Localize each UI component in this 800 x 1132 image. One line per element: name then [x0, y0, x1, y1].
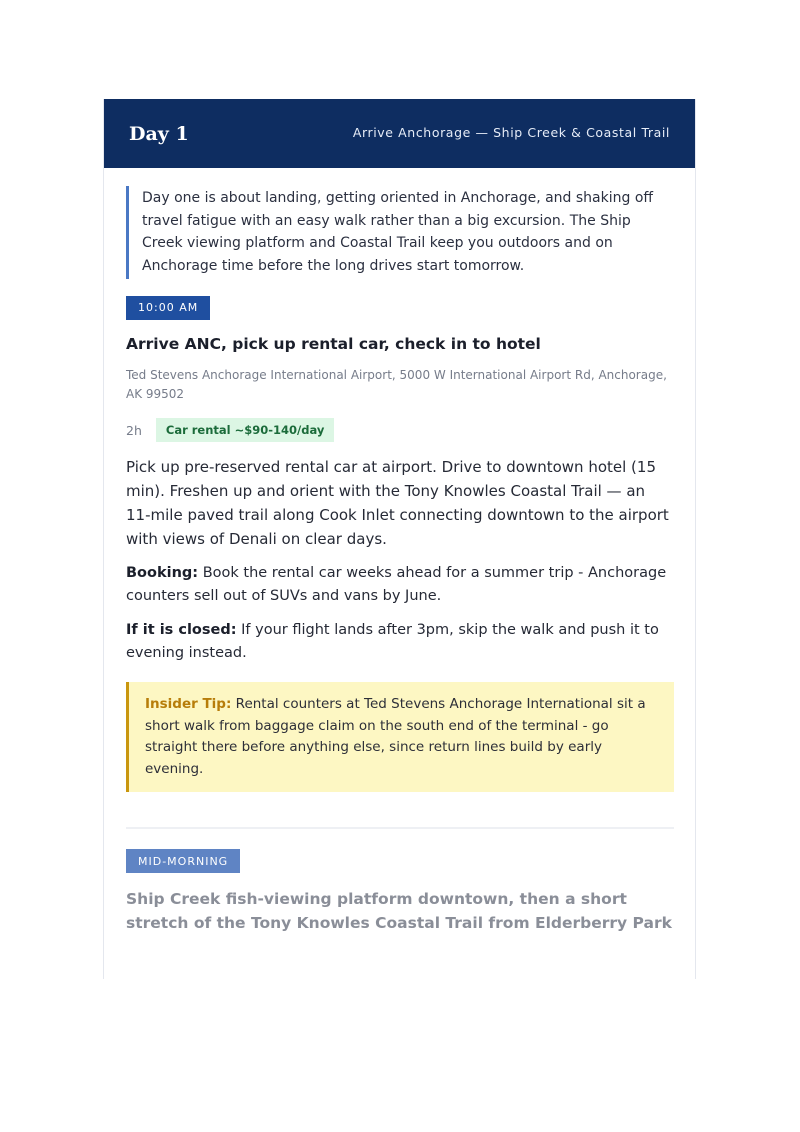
tip-label: Insider Tip:	[145, 696, 232, 713]
time-badge: MID-MORNING	[126, 849, 240, 873]
day-card	[103, 99, 696, 979]
activity	[126, 829, 674, 935]
booking-text: Book the rental car weeks ahead for a summer trip - Anchorage counters sell out of SUVs and vans by June.	[126, 565, 667, 605]
time-badge: 10:00 AM	[126, 296, 210, 320]
activity-title: Ship Creek fish-viewing platform downtown, then a short stretch of the Tony Knowles Coastal Trail from Elderberry Park	[126, 890, 672, 933]
closed-note	[126, 619, 674, 665]
activity-title: Arrive ANC, pick up rental car, check in to hotel	[126, 335, 541, 354]
booking-note	[126, 562, 674, 608]
cost-badge: Car rental ~$90-140/day	[156, 418, 335, 442]
day-subtitle: Arrive Anchorage — Ship Creek & Coastal Trail	[352, 125, 670, 140]
booking-label: Booking:	[126, 565, 199, 582]
closed-label: If it is closed:	[126, 622, 237, 639]
insider-tip	[126, 682, 674, 792]
day-title: Day 1	[129, 122, 189, 145]
activity-meta	[126, 418, 674, 442]
activity	[126, 279, 674, 792]
closed-text: If your flight lands after 3pm, skip the walk and push it to evening instead.	[126, 622, 659, 662]
day-body	[104, 168, 695, 935]
activity-address: Ted Stevens Anchorage International Airport, 5000 W International Airport Rd, Anchorage, AK 99502	[126, 368, 667, 402]
day-header	[104, 99, 695, 168]
tip-text: Rental counters at Ted Stevens Anchorage International sit a short walk from baggage claim on the south end of the terminal - go straight there before anything else, since return lines build by early evening.	[145, 696, 646, 777]
activity-description: Pick up pre-reserved rental car at airport. Drive to downtown hotel (15 min). Freshen up and orient with the Tony Knowles Coastal Trail — an 11-mile paved trail along Cook Inlet connecting downtown to the airport with views of Denali on clear days.	[126, 458, 669, 549]
duration-label: 2h	[126, 422, 142, 438]
day-intro: Day one is about landing, getting oriented in Anchorage, and shaking off travel fatigue with an easy walk rather than a big excursion. The Ship Creek viewing platform and Coastal Trail keep you outdoors and on Anchorage time before the long drives start tomorrow.	[126, 186, 674, 279]
